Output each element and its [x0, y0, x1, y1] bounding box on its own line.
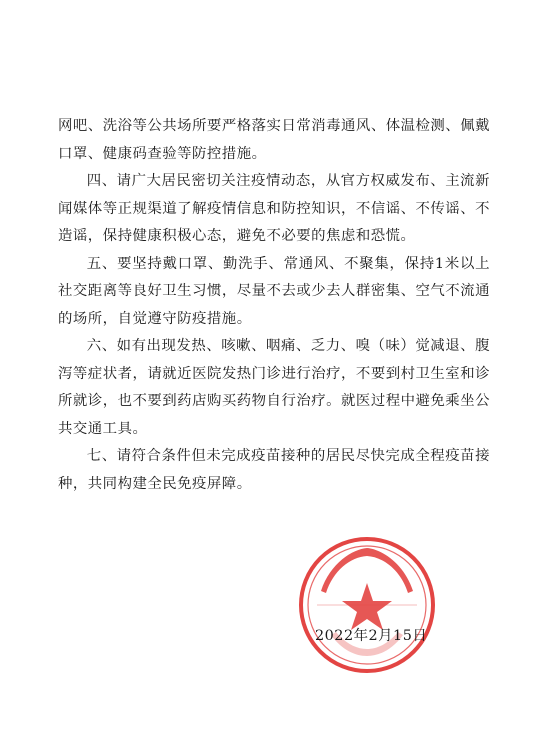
paragraph-4: 七、请符合条件但未完成疫苗接种的居民尽快完成全程疫苗接种，共同构建全民免疫屏障。 [58, 448, 490, 492]
official-seal [297, 535, 437, 675]
document-body [58, 113, 490, 498]
paragraph-2: 五、要坚持戴口罩、勤洗手、常通风、不聚集，保持1米以上社交距离等良好卫生习惯，尽量不去或少去人群密集、空气不流通的场所，自觉遵守防疫措施。 [58, 255, 490, 327]
paragraph-1: 四、请广大居民密切关注疫情动态，从官方权威发布、主流新闻媒体等正规渠道了解疫情信息和防控知识，不信谣、不传谣、不造谣，保持健康积极心态，避免不必要的焦虑和恐慌。 [58, 173, 490, 244]
paragraph-3: 六、如有出现发热、咳嗽、咽痛、乏力、嗅（味）觉减退、腹泻等症状者，请就近医院发热门诊进行治疗，不要到村卫生室和诊所就诊，也不要到药店购买药物自行治疗。就医过程中避免乘坐公共交通工具。 [58, 338, 490, 437]
paragraph-0: 网吧、洗浴等公共场所要严格落实日常消毒通风、体温检测、佩戴口罩、健康码查验等防控措施。 [58, 118, 490, 162]
document-date: 2022年2月15日 [315, 628, 428, 644]
star-icon [342, 583, 392, 630]
